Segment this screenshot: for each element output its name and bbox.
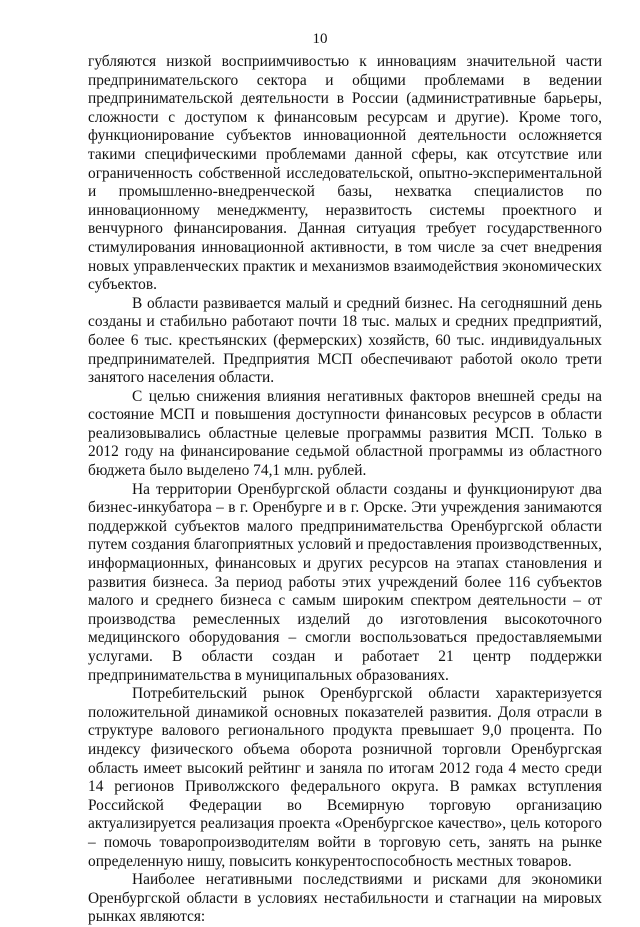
paragraph-incubators: На территории Оренбургской области созданы и функционируют два бизнес-инкубатора – в г. Оренбурге и в г. Орске. Эти учреждения занимаются поддержкой субъектов малого предпринимательства Оренбургской области путем создания благоприятных условий и предоставления производственных, информационных, финансовых и других ресурсов на этапах становления и развития бизнеса. За период работы этих учреждений более 116 субъектов малого и среднего бизнеса с самым широким спектром деятельности – от производства ремесленных изделий до изготовления высокоточного медицинского оборудования – смогли воспользоваться предоставляемыми услугами. В области создан и работает 21 центр поддержки предпринимательства в муниципальных образованиях. <box>88 480 602 684</box>
paragraph-continuation: губляются низкой восприимчивостью к инновациям значительной части предпринимательского сектора и общими проблемами в ведении предпринимательской деятельности в России (административные барьеры, сложности с доступом к финансовым ресурсам и другие). Кроме того, функционирование субъектов инновационной деятельности осложняется такими специфическими проблемами данной сферы, как отсутствие или ограниченность собственной исследовательской, опытно-экспериментальной и промышленно-внедренческой базы, нехватка специалистов по инновационному менеджменту, неразвитость системы проектного и венчурного финансирования. Данная ситуация требует государственного стимулирования инновационной активности, в том числе за счет внедрения новых управленческих практик и механизмов взаимодействия экономических субъектов. <box>88 53 602 294</box>
page-number: 10 <box>312 31 328 47</box>
paragraph-programs: С целью снижения влияния негативных факторов внешней среды на состояние МСП и повышения доступности финансовых ресурсов в области реализовывались областные целевые программы развития МСП. Только в 2012 году на финансирование седьмой областной программы из областного бюджета было выделено 74,1 млн. рублей. <box>88 387 602 480</box>
paragraph-small-business: В области развивается малый и средний бизнес. На сегодняшний день созданы и стабильно работают почти 18 тыс. малых и средних предприятий, более 6 тыс. крестьянских (фермерских) хозяйств, 60 тыс. индивидуальных предпринимателей. Предприятия МСП обеспечивают работой около трети занятого населения области. <box>88 294 602 387</box>
paragraph-consumer-market: Потребительский рынок Оренбургской области характеризуется положительной динамикой основных показателей развития. Доля отрасли в структуре валового регионального продукта превышает 9,0 процента. По индексу физического объема оборота розничной торговли Оренбургская область имеет высокий рейтинг и заняла по итогам 2012 года 4 место среди 14 регионов Приволжского федерального округа. В рамках вступления Российской Федерации во Всемирную торговую организацию актуализируется реализация проекта «Оренбургское качество», цель которого – помочь товаропроизводителям войти в торговую сеть, занять на рынке определенную нишу, повысить конкурентоспособность местных товаров. <box>88 685 602 870</box>
paragraph-risks: Наиболее негативными последствиями и рисками для экономики Оренбургской области в условиях нестабильности и стагнации на мировых рынках являются: <box>88 871 602 926</box>
document-body <box>88 53 602 927</box>
